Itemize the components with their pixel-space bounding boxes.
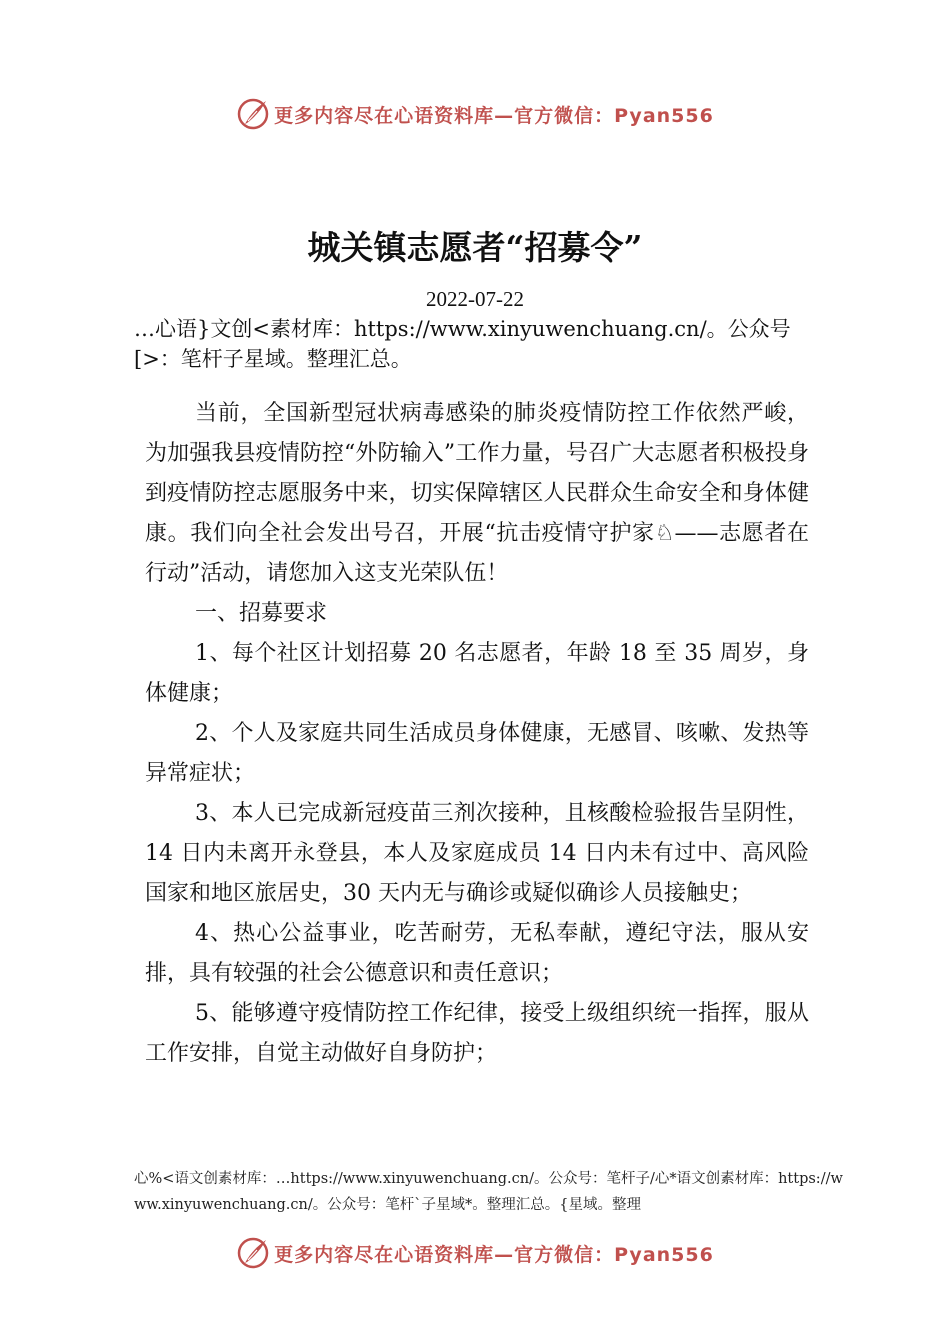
- header-banner-text: 更多内容尽在心语资料库—官方微信：Pyan556: [274, 104, 714, 127]
- requirement-item: 4、热心公益事业，吃苦耐劳，无私奉献，遵纪守法，服从安排，具有较强的社会公德意识和责任意识；: [145, 921, 809, 986]
- footer-banner-text: 更多内容尽在心语资料库—官方微信：Pyan556: [274, 1243, 714, 1266]
- quill-logo-icon: [236, 97, 270, 131]
- requirement-item: 5、能够遵守疫情防控工作纪律，接受上级组织统一指挥，服从工作安排，自觉主动做好自身防护；: [145, 1001, 809, 1066]
- document-title: 城关镇志愿者“招募令”: [307, 228, 643, 267]
- document-body: [145, 394, 809, 1074]
- section-heading: 一、招募要求: [195, 601, 328, 626]
- header-banner: [0, 94, 950, 134]
- source-note: …心语}文创<素材库：https://www.xinyuwenchuang.cn/。公众号[>：笔杆子星域。整理汇总。: [134, 317, 791, 371]
- requirement-item: 1、每个社区计划招募 20 名志愿者，年龄 18 至 35 周岁，身体健康；: [145, 641, 809, 706]
- quill-logo-icon: [236, 1236, 270, 1270]
- intro-paragraph: 当前，全国新型冠状病毒感染的肺炎疫情防控工作依然严峻，为加强我县疫情防控“外防输入”工作力量，号召广大志愿者积极投身到疫情防控志愿服务中来，切实保障辖区人民群众生命安全和身体健康。我们向全社会发出号召，开展“抗击疫情守护家♘——志愿者在行动”活动，请您加入这支光荣队伍！: [145, 401, 809, 586]
- footer-watermark-note: 心%<语文创素材库：…https://www.xinyuwenchuang.cn/。公众号：笔杆子/心*语文创素材库：https://www.xinyuwenchuang.cn/。公众号：笔杆`子星域*。整理汇总。{星域。整理: [134, 1171, 843, 1213]
- footer-banner: [0, 1233, 950, 1273]
- requirement-item: 3、本人已完成新冠疫苗三剂次接种，且核酸检验报告呈阴性，14 日内未离开永登县，本人及家庭成员 14 日内未有过中、高风险国家和地区旅居史，30 天内无与确诊或疑似确诊人员接触史；: [145, 801, 809, 906]
- requirement-item: 2、个人及家庭共同生活成员身体健康，无感冒、咳嗽、发热等异常症状；: [145, 721, 809, 786]
- document-date: 2022-07-22: [426, 287, 524, 311]
